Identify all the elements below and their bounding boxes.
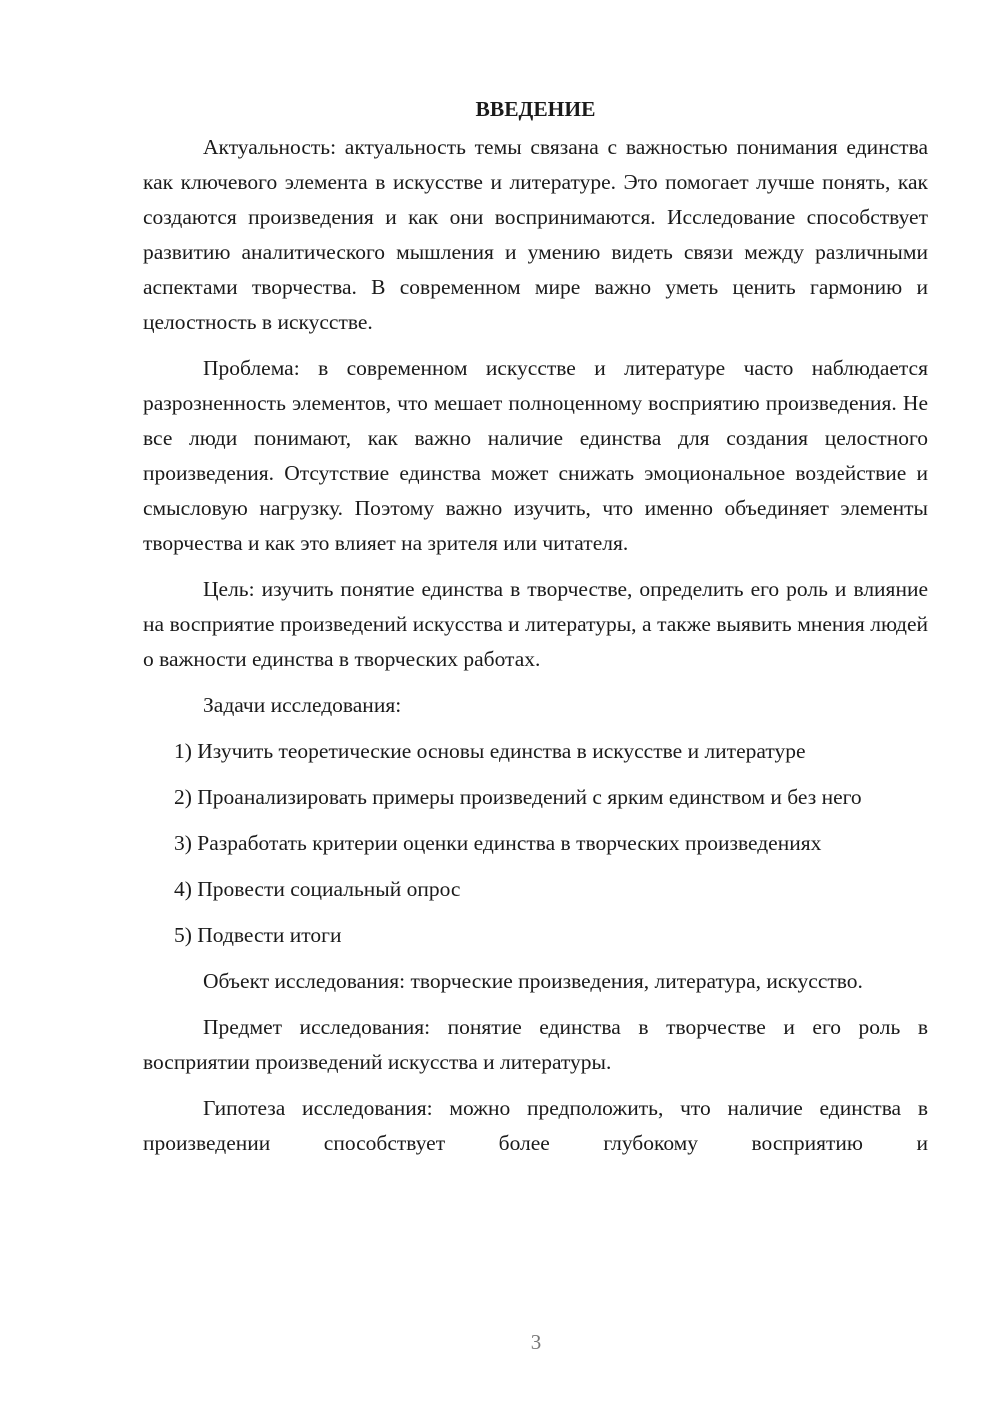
page-content	[143, 92, 928, 1172]
task-item-1: 1) Изучить теоретические основы единства в искусстве и литературе	[174, 739, 806, 763]
task-item-2: 2) Проанализировать примеры произведений с ярким единством и без него	[174, 785, 862, 809]
paragraph-hypothesis: Гипотеза исследования: можно предположить, что наличие единства в произведении способствует более глубокому восприятию и	[143, 1096, 928, 1155]
section-title: ВВЕДЕНИЕ	[475, 97, 596, 121]
paragraph-goal: Цель: изучить понятие единства в творчестве, определить его роль и влияние на восприятие произведений искусства и литературы, а также выявить мнения людей о важности единства в творческих работах.	[143, 577, 928, 671]
paragraph-problem: Проблема: в современном искусстве и литературе часто наблюдается разрозненность элементов, что мешает полноценному восприятию произведения. Не все люди понимают, как важно наличие единства для создания целостного произведения. Отсутствие единства может снижать эмоциональное воздействие и смысловую нагрузку. Поэтому важно изучить, что именно объединяет элементы творчества и как это влияет на зрителя или читателя.	[143, 356, 928, 555]
paragraph-tasks-intro: Задачи исследования:	[203, 693, 402, 717]
task-item-3: 3) Разработать критерии оценки единства в творческих произведениях	[174, 831, 822, 855]
page-number: 3	[530, 1330, 542, 1354]
task-item-5: 5) Подвести итоги	[174, 923, 342, 947]
task-list	[143, 734, 928, 953]
task-item-4: 4) Провести социальный опрос	[174, 877, 461, 901]
paragraph-relevance: Актуальность: актуальность темы связана с важностью понимания единства как ключевого элемента в искусстве и литературе. Это помогает лучше понять, как создаются произведения и как они воспринимаются. Исследование способствует развитию аналитического мышления и умению видеть связи между различными аспектами творчества. В современном мире важно уметь ценить гармонию и целостность в искусстве.	[143, 135, 928, 334]
paragraph-subject: Предмет исследования: понятие единства в творчестве и его роль в восприятии произведений искусства и литературы.	[143, 1015, 928, 1074]
paragraph-object: Объект исследования: творческие произведения, литература, искусство.	[203, 969, 863, 993]
